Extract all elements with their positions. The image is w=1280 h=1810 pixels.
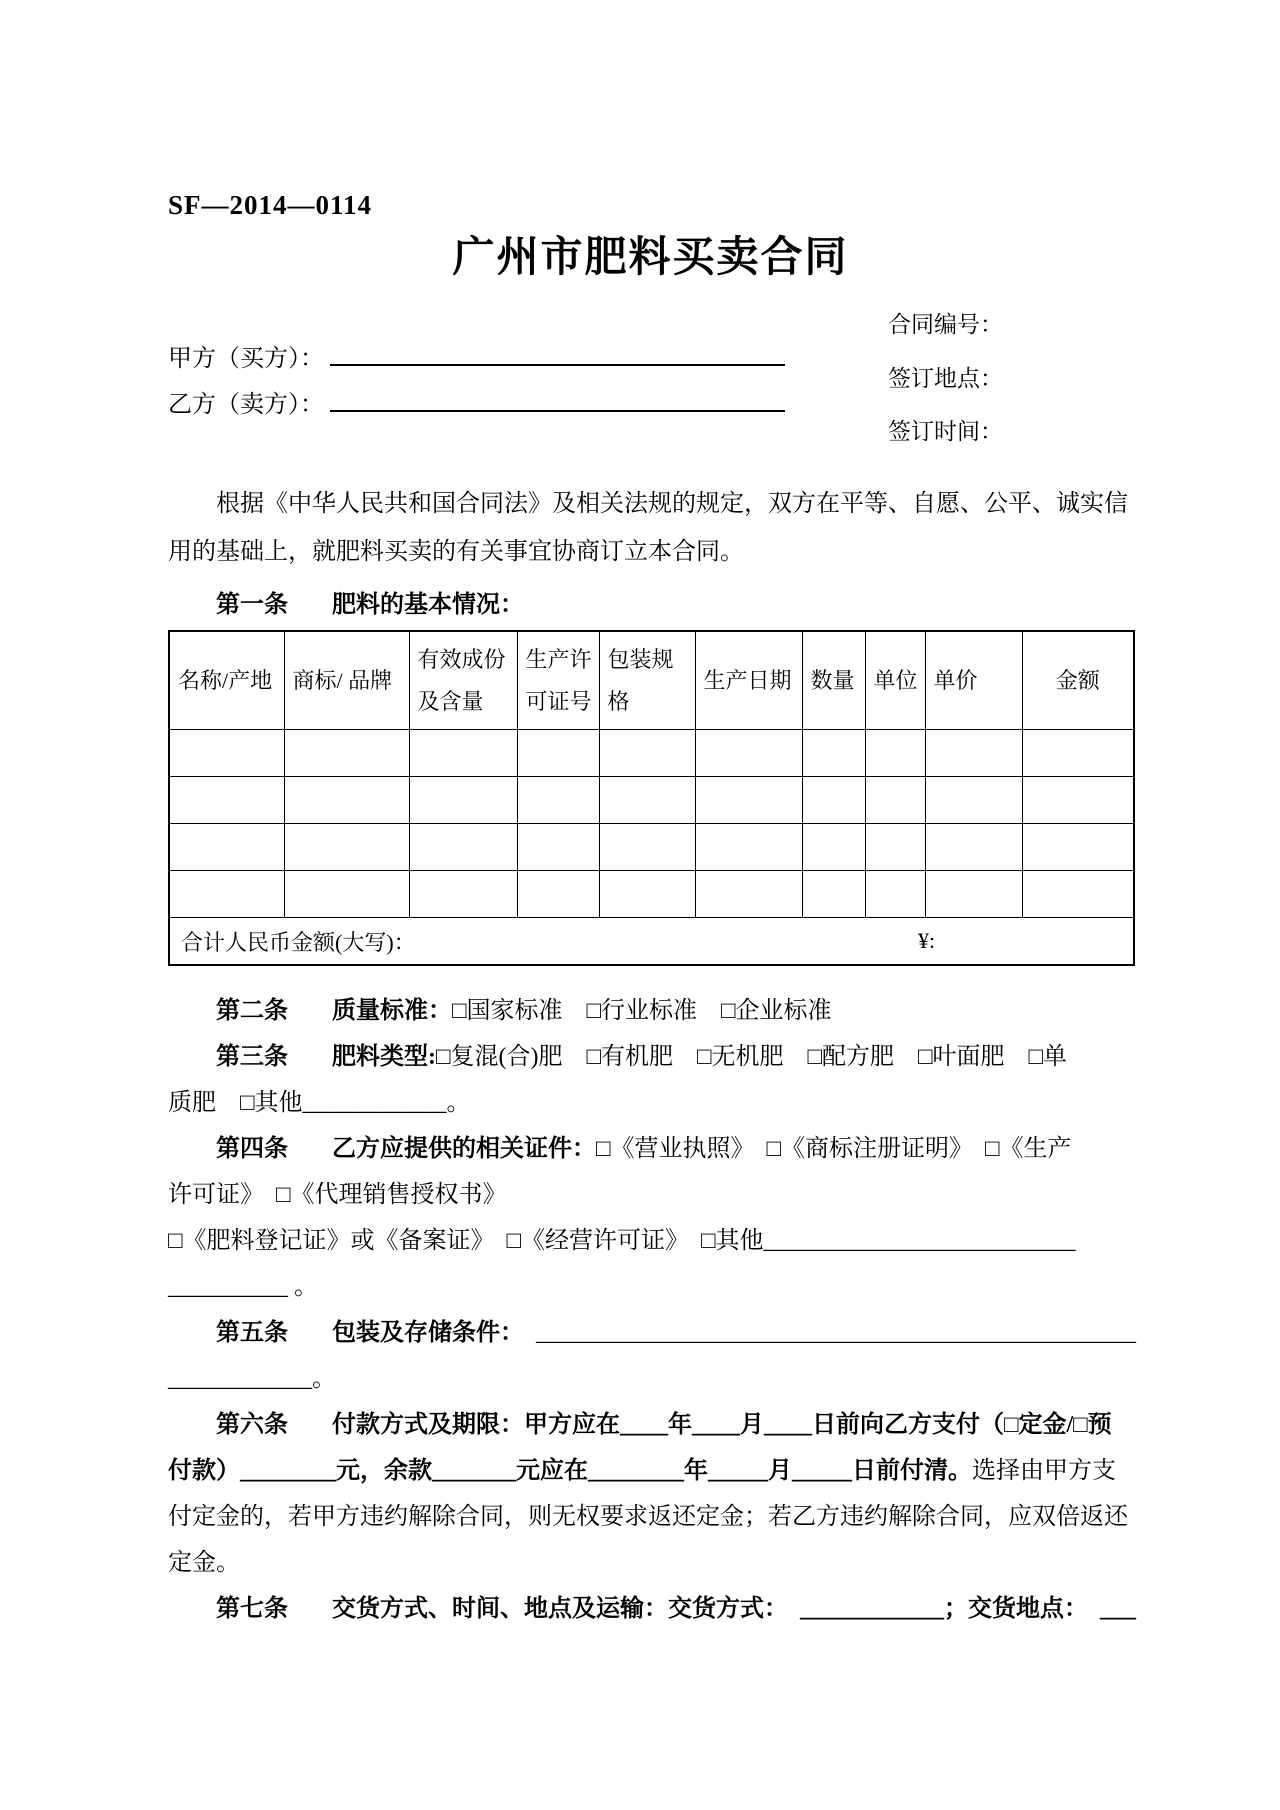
clause-2-line xyxy=(168,988,1133,1034)
party-b-row xyxy=(168,384,785,419)
clause-5-line-2 xyxy=(168,1356,1133,1402)
table-cell-empty xyxy=(925,730,1022,777)
table-cell-empty xyxy=(409,730,517,777)
clause-5-blank: __________________________________________________ xyxy=(512,1320,1136,1346)
table-cell-empty xyxy=(517,871,599,918)
clause-6-payment-terms: 甲方应在____年____月____日前向乙方支付（□定金/□预 xyxy=(524,1412,1112,1438)
contract-no-label: 合同编号： xyxy=(888,312,1003,337)
table-cell-empty xyxy=(802,871,865,918)
table-cell-empty xyxy=(409,824,517,871)
clause-6-line-4 xyxy=(168,1540,1133,1586)
form-code: SF—2014—0114 xyxy=(168,190,373,220)
clause-1-title: 肥料的基本情况： xyxy=(332,592,524,618)
col-header-amount: 金额 xyxy=(1022,631,1134,730)
table-cell-empty xyxy=(517,730,599,777)
preamble-line-2: 用的基础上，就肥料买卖的有关事宜协商订立本合同。 xyxy=(168,539,744,565)
table-cell-empty xyxy=(409,777,517,824)
document-body xyxy=(168,480,1136,1632)
clause-6-deposit-text-continued: 付定金的，若甲方违约解除合同，则无权要求返还定金；若乙方违约解除合同，应双倍返还 xyxy=(168,1504,1128,1530)
table-cell-empty xyxy=(1022,871,1134,918)
table-empty-row xyxy=(169,730,1134,777)
table-cell-empty xyxy=(284,824,409,871)
table-cell-empty xyxy=(865,777,925,824)
clause-6-title: 付款方式及期限： xyxy=(332,1412,524,1438)
table-header-row xyxy=(169,631,1134,730)
table-cell-empty xyxy=(599,730,695,777)
party-a-row xyxy=(168,338,785,373)
preamble-line-1: 根据《中华人民共和国合同法》及相关法规的规定，双方在平等、自愿、公平、诚实信 xyxy=(216,491,1128,517)
party-b-blank xyxy=(330,384,785,412)
table-cell-empty xyxy=(284,871,409,918)
table-cell-empty xyxy=(865,730,925,777)
table-cell-empty xyxy=(599,777,695,824)
clause-4-documents: □《营业执照》 □《商标注册证明》 □《生产 xyxy=(596,1136,1072,1162)
clause-6-deposit-text-end: 定金。 xyxy=(168,1550,240,1576)
table-cell-empty xyxy=(599,871,695,918)
col-header-ingredient: 有效成份及含量 xyxy=(409,631,517,730)
table-cell-empty xyxy=(865,824,925,871)
table-cell-empty xyxy=(802,824,865,871)
clauses-section xyxy=(168,988,1136,1632)
clause-5-blank-end: ____________。 xyxy=(168,1366,336,1392)
table-cell-empty xyxy=(599,824,695,871)
clause-6-line-1 xyxy=(168,1402,1133,1448)
clause-3-title: 肥料类型: xyxy=(332,1044,436,1070)
table-empty-row xyxy=(169,824,1134,871)
clause-1-heading xyxy=(168,590,1133,620)
table-cell-empty xyxy=(865,871,925,918)
clause-4-documents-continued: 许可证》 □《代理销售授权书》 xyxy=(168,1182,507,1208)
clause-3-options: □复混(合)肥 □有机肥 □无机肥 □配方肥 □叶面肥 □单 xyxy=(436,1044,1067,1070)
clause-2-number: 第二条 xyxy=(216,998,288,1024)
table-cell-empty xyxy=(925,824,1022,871)
table-cell-empty xyxy=(517,824,599,871)
table-cell-empty xyxy=(925,871,1022,918)
clause-4-line-1 xyxy=(168,1126,1133,1172)
table-cell-empty xyxy=(802,777,865,824)
total-amount-label: 合计人民币金额(大写)： xyxy=(181,929,416,955)
col-header-unit: 单位 xyxy=(865,631,925,730)
clause-5-title: 包装及存储条件： xyxy=(332,1320,512,1346)
table-empty-row xyxy=(169,777,1134,824)
clause-4-documents-more: □《肥料登记证》或《备案证》 □《经营许可证》 □其他__________________________ xyxy=(168,1228,1076,1254)
clause-3-options-continued: 质肥 □其他____________。 xyxy=(168,1090,471,1116)
clause-1-number: 第一条 xyxy=(216,592,288,618)
table-cell-empty xyxy=(284,730,409,777)
table-cell-empty xyxy=(695,871,802,918)
clause-6-line-3 xyxy=(168,1494,1133,1540)
clause-7-delivery-blanks: ____________；交货地点： ___ xyxy=(776,1596,1136,1622)
col-header-quantity: 数量 xyxy=(802,631,865,730)
clause-6-number: 第六条 xyxy=(216,1412,288,1438)
table-cell-empty xyxy=(169,730,284,777)
party-b-label: 乙方（卖方）： xyxy=(168,392,324,418)
table-cell-empty xyxy=(695,824,802,871)
clause-3-number: 第三条 xyxy=(216,1044,288,1070)
party-a-label: 甲方（买方）： xyxy=(168,346,324,372)
table-cell-empty xyxy=(1022,730,1134,777)
col-header-unit-price: 单价 xyxy=(925,631,1022,730)
table-cell-empty xyxy=(169,824,284,871)
clause-3-line-1 xyxy=(168,1034,1133,1080)
clause-7-title: 交货方式、时间、地点及运输：交货方式： xyxy=(332,1596,776,1622)
table-cell-empty xyxy=(169,777,284,824)
sign-place-label: 签订地点： xyxy=(888,366,1003,391)
table-cell-empty xyxy=(169,871,284,918)
clause-7-line-1 xyxy=(168,1586,1136,1632)
clause-4-title: 乙方应提供的相关证件： xyxy=(332,1136,596,1162)
clause-4-line-3 xyxy=(168,1218,1133,1264)
clause-3-line-2 xyxy=(168,1080,1133,1126)
clause-6-payment-terms-continued: 付款）________元，余款_______元应在________年_____月_____日前付清。 xyxy=(168,1458,972,1484)
table-cell-empty xyxy=(284,777,409,824)
table-total-row xyxy=(169,918,1134,966)
clause-5-number: 第五条 xyxy=(216,1320,288,1346)
col-header-package-spec: 包装规格 xyxy=(599,631,695,730)
clause-2-options: □国家标准 □行业标准 □企业标准 xyxy=(452,998,832,1024)
table-cell-empty xyxy=(695,730,802,777)
party-a-blank xyxy=(330,338,785,366)
clause-6-deposit-text: 选择由甲方支 xyxy=(972,1458,1116,1484)
table-cell-empty xyxy=(517,777,599,824)
currency-symbol: ¥: xyxy=(918,928,936,953)
table-total-cell xyxy=(169,918,1134,966)
clause-2-title: 质量标准： xyxy=(332,998,452,1024)
col-header-brand: 商标/ 品牌 xyxy=(284,631,409,730)
table-cell-empty xyxy=(1022,824,1134,871)
table-cell-empty xyxy=(925,777,1022,824)
col-header-name-origin: 名称/产地 xyxy=(169,631,284,730)
table-cell-empty xyxy=(695,777,802,824)
table-empty-row xyxy=(169,871,1134,918)
clause-4-number: 第四条 xyxy=(216,1136,288,1162)
sign-time-label: 签订时间： xyxy=(888,419,1003,444)
col-header-production-date: 生产日期 xyxy=(695,631,802,730)
table-cell-empty xyxy=(409,871,517,918)
fertilizer-table xyxy=(168,630,1135,966)
col-header-license-no: 生产许可证号 xyxy=(517,631,599,730)
clause-5-line-1 xyxy=(168,1310,1136,1356)
clause-6-line-2 xyxy=(168,1448,1133,1494)
table-cell-empty xyxy=(1022,777,1134,824)
clause-4-line-2 xyxy=(168,1172,1133,1218)
clause-7-number: 第七条 xyxy=(216,1596,288,1622)
clause-4-blank-end: __________ 。 xyxy=(168,1274,318,1300)
clause-4-line-4 xyxy=(168,1264,1133,1310)
table-cell-empty xyxy=(802,730,865,777)
doc-title: 广州市肥料买卖合同 xyxy=(452,233,849,280)
